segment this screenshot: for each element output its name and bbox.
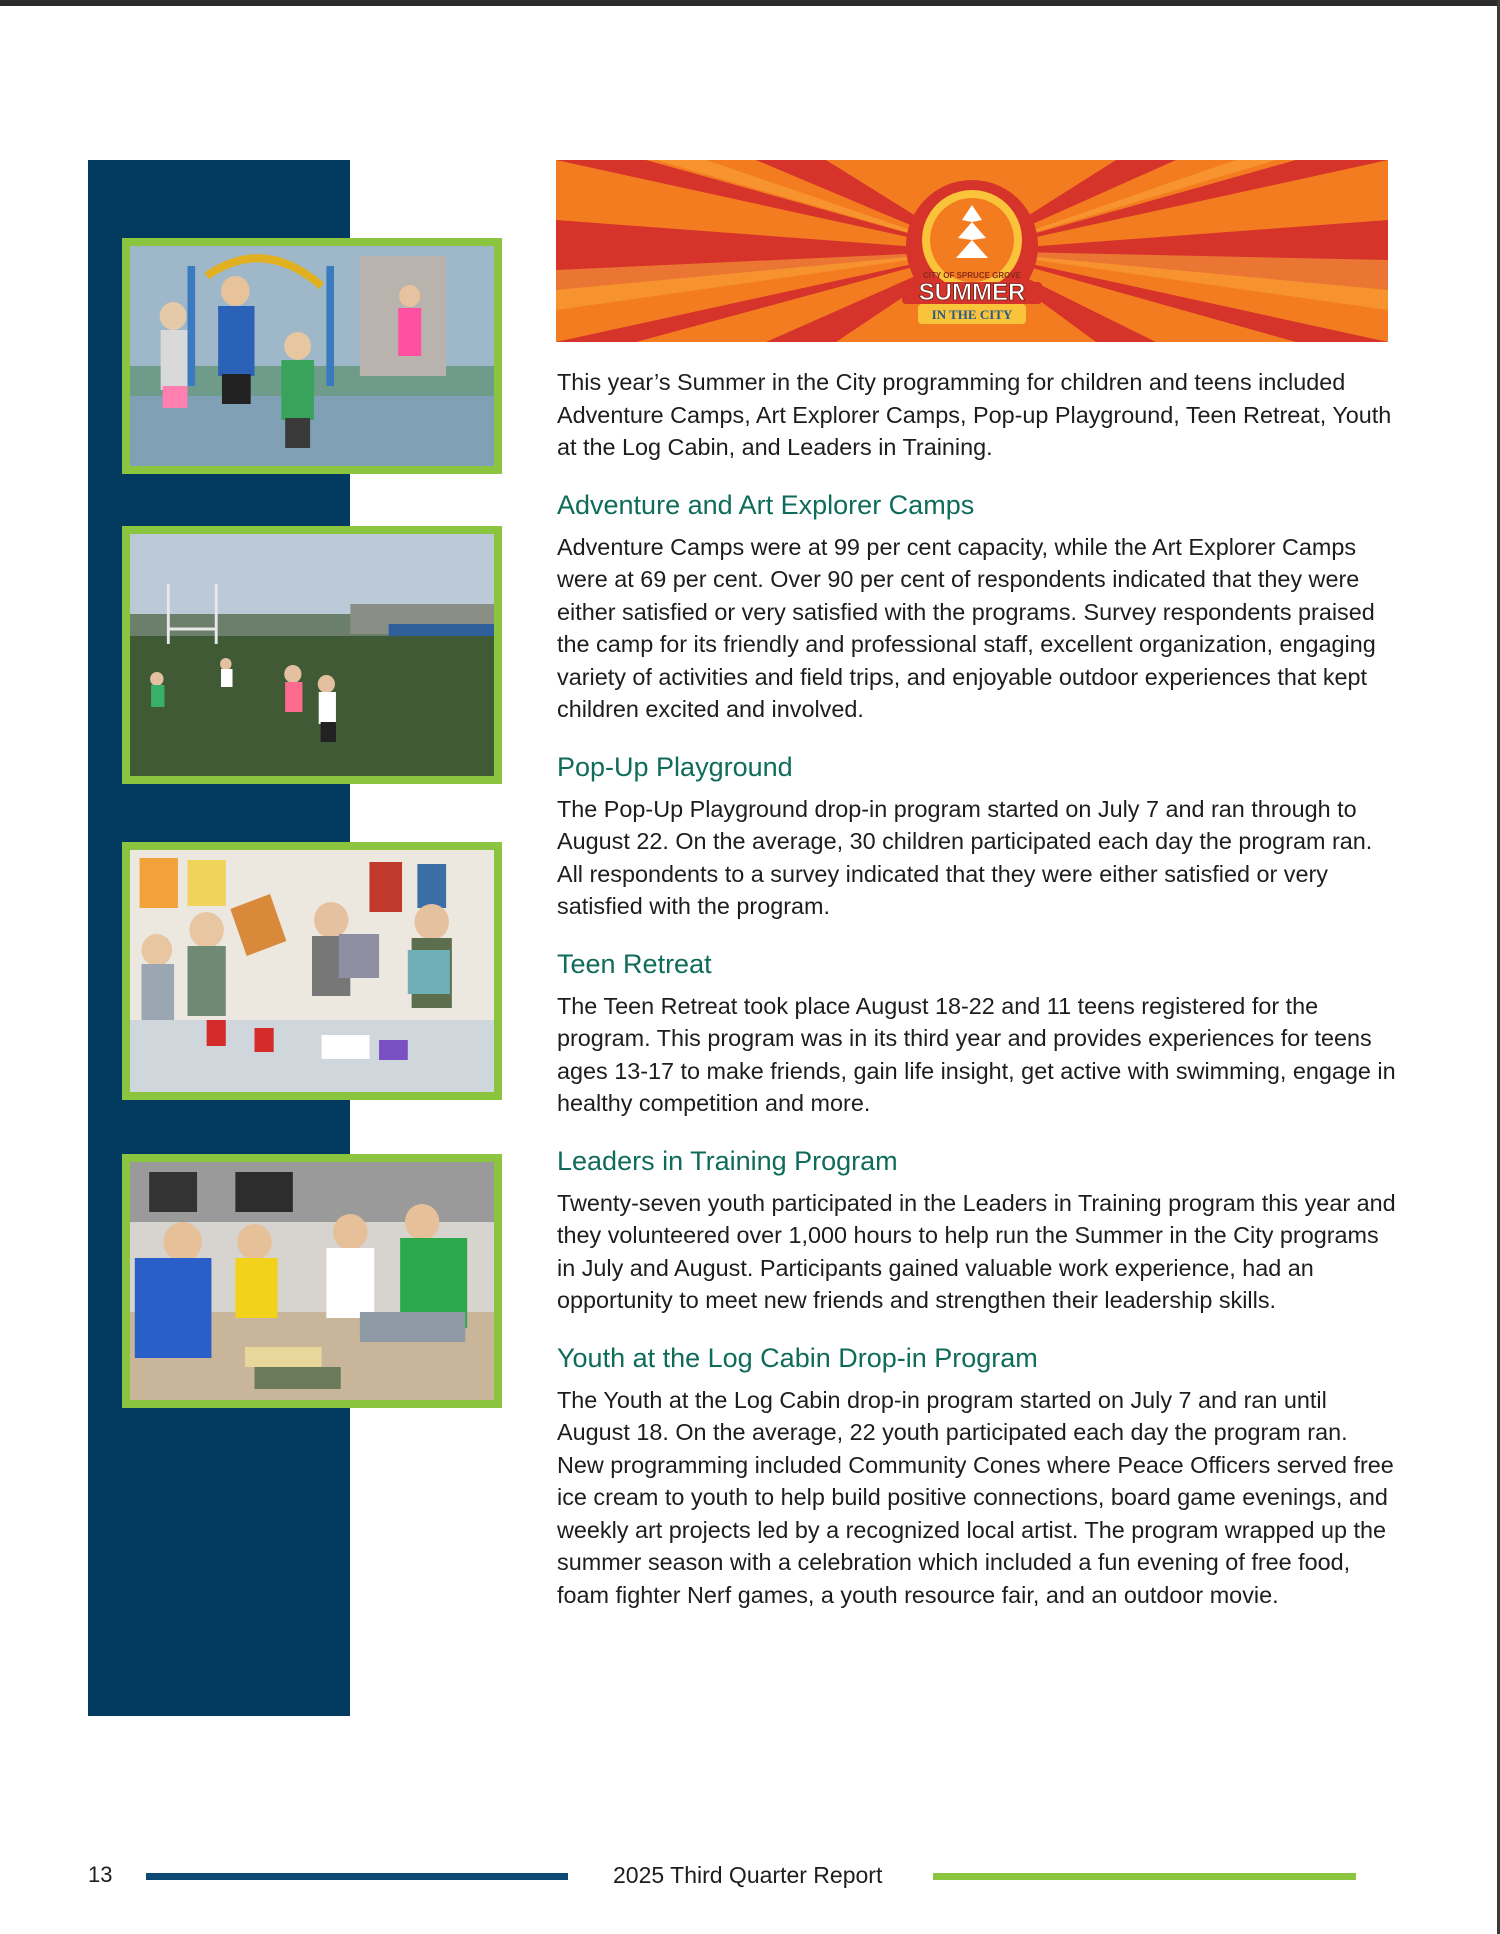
banner-logo-small-text: CITY OF SPRUCE GROVE — [922, 271, 1022, 280]
photo-board-game-kids — [122, 1154, 502, 1408]
section-heading: Teen Retreat — [557, 948, 712, 979]
section-body: The Youth at the Log Cabin drop-in program started on July 7 and ran until August 18. On the average, 22 youth participated each day the program ran. New programming included Community Cones where Peace Officers served free ice cream to youth to help build positive connections, board game evenings, and weekly art projects led by a recognized local artist. The program wrapped up the summer season with a celebration which included a fun evening of free food, foam fighter Nerf games, a youth resource fair, and an outdoor movie. — [557, 1386, 1394, 1608]
photo-playground-kids — [122, 238, 502, 474]
section-heading: Youth at the Log Cabin Drop-in Program — [557, 1342, 1038, 1373]
section-body: The Teen Retreat took place August 18-22 and 11 teens registered for the program. This program was in its third year and provides experiences for teens ages 13-17 to make friends, gain life insight, get active with swimming, engage in healthy competition and more. — [557, 992, 1396, 1116]
section-youth-log-cabin — [557, 1341, 1397, 1612]
banner-logo-subtitle: IN THE CITY — [931, 307, 1013, 322]
main-content — [557, 366, 1397, 1611]
section-heading: Adventure and Art Explorer Camps — [557, 489, 975, 520]
page-footer — [0, 1862, 1500, 1892]
footer-report-title: 2025 Third Quarter Report — [613, 1862, 883, 1888]
page-number: 13 — [88, 1862, 113, 1887]
photo-field-running — [122, 526, 502, 784]
section-heading: Leaders in Training Program — [557, 1145, 898, 1176]
section-adventure-camps — [557, 488, 1397, 726]
footer-left-bar — [146, 1873, 568, 1880]
section-pop-up-playground — [557, 750, 1397, 923]
section-body: Adventure Camps were at 99 per cent capacity, while the Art Explorer Camps were at 69 per cent. Over 90 per cent of respondents indicated that they were either satisfied or very satisfied with the programs. Survey respondents praised the camp for its friendly and professional staff, excellent organization, engaging variety of activities and field trips, and enjoyable outdoor experiences that kept children excited and involved. — [557, 533, 1376, 722]
intro-paragraph: This year’s Summer in the City programming for children and teens included Adventure Camps, Art Explorer Camps, Pop-up Playground, Teen Retreat, Youth at the Log Cabin, and Leaders in Training. — [557, 369, 1392, 460]
section-heading: Pop-Up Playground — [557, 751, 793, 782]
section-body: The Pop-Up Playground drop-in program started on July 7 and ran through to August 22. On the average, 30 children participated each day the program ran. All respondents to a survey indicated that they were either satisfied or very satisfied with the program. — [557, 795, 1373, 919]
summer-in-the-city-banner — [556, 160, 1388, 342]
footer-right-bar — [933, 1873, 1356, 1880]
photo-art-craft-kids — [122, 842, 502, 1100]
section-leaders-in-training — [557, 1144, 1397, 1317]
section-body: Twenty-seven youth participated in the Leaders in Training program this year and they volunteered over 1,000 hours to help run the Summer in the City programs in July and August. Participants gained valuable work experience, had an opportunity to meet new friends and strengthen their leadership skills. — [557, 1189, 1396, 1313]
banner-logo-title: SUMMER — [918, 279, 1026, 306]
page-top-border — [0, 0, 1500, 6]
section-teen-retreat — [557, 947, 1397, 1120]
